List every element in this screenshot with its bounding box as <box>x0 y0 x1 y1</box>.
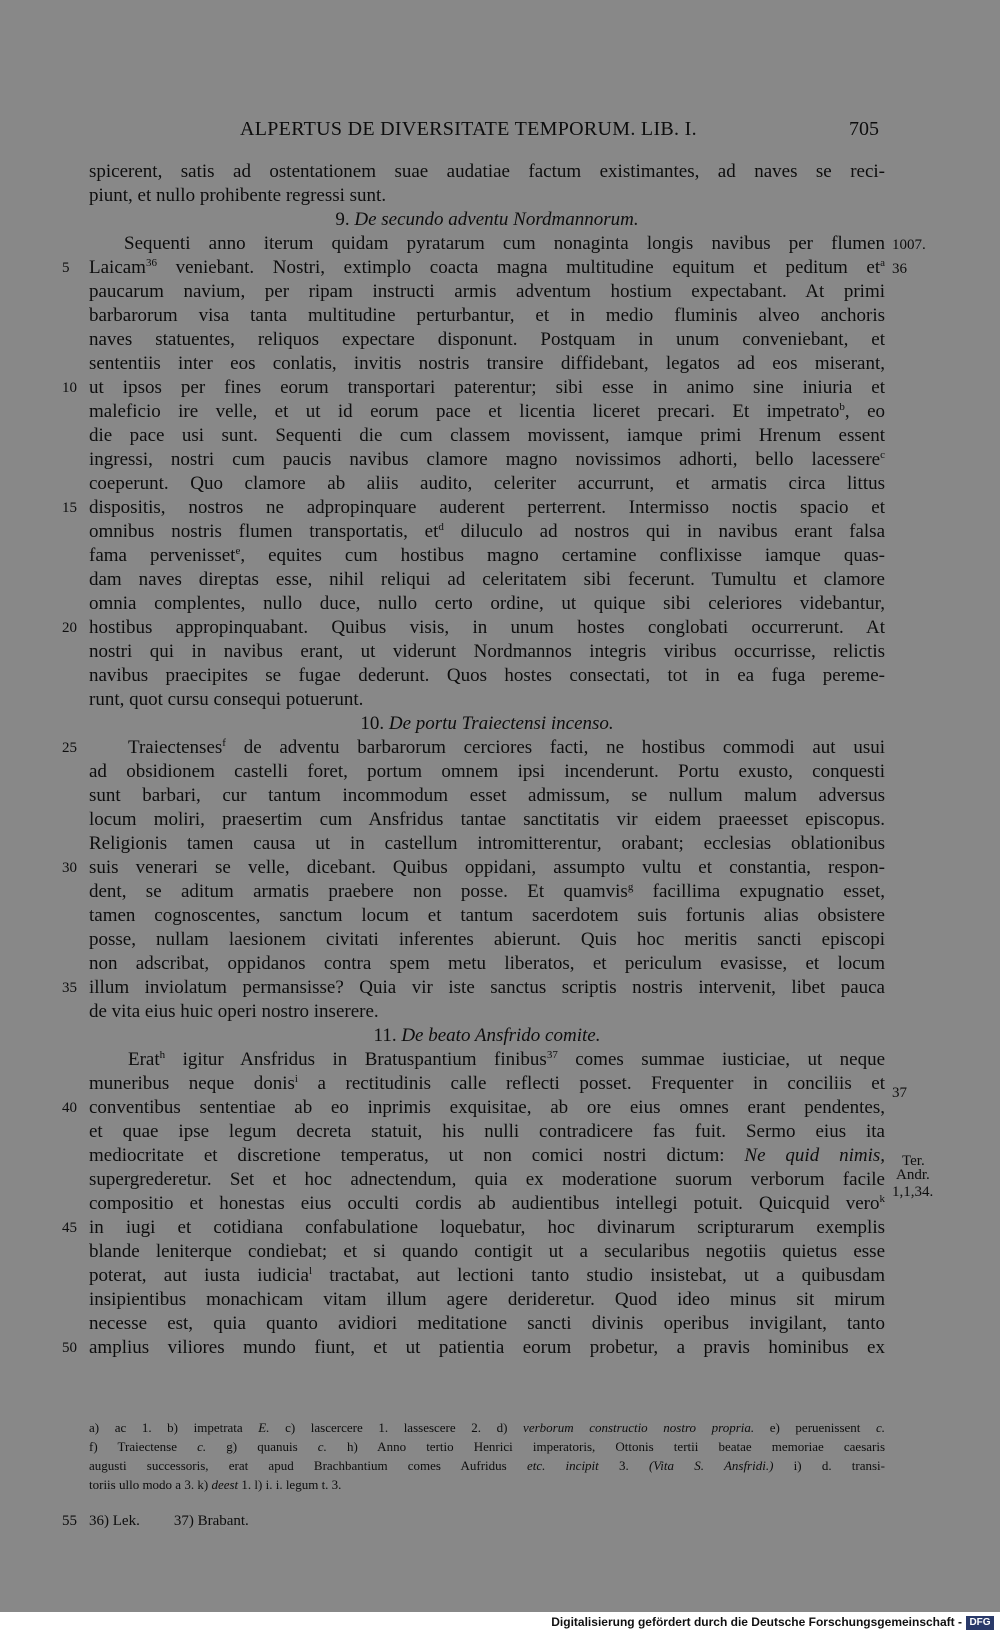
footnote-line: f) Traiectense c. g) quanuis c. h) Anno tertio Henrici imperatoris, Ottonis tertii beatae memoriae caesaris <box>89 1439 886 1454</box>
text-line: de vita eius huic operi nostro inserere. <box>89 1001 379 1022</box>
numbered-footnotes: 36) Lek. 37) Brabant. <box>89 1513 249 1529</box>
line-number: 5 <box>62 260 70 276</box>
text-line: illum inviolatum permansisse? Quia vir iste sanctus scriptis nostris intervenit, libet pauca <box>89 977 885 998</box>
text-span: igitur Ansfridus in Bratuspantium finibus <box>182 1049 547 1070</box>
page-header <box>0 118 1000 148</box>
credit-text: Digitalisierung gefördert durch die Deutsche Forschungsgemeinschaft - <box>551 1615 962 1629</box>
text-span: , eo <box>844 401 885 422</box>
text-span: Erat <box>128 1049 160 1070</box>
text-line <box>89 256 885 280</box>
line-number: 50 <box>62 1340 77 1356</box>
line-number: 35 <box>62 980 77 996</box>
note-ref: f <box>222 737 226 749</box>
text-line: suis venerari se velle, dicebant. Quibus oppidani, assumpto vultu et constantia, respon- <box>89 857 885 878</box>
text-line: barbarorum visa tanta multitudine perturbantur, et in medio fluminis alveo anchoris <box>89 305 885 326</box>
text-span: ingressi, nostri cum paucis navibus clamore magno novissimos adhorti, bello lacessere <box>89 449 881 470</box>
quotation: Ne quid nimis, <box>744 1145 885 1166</box>
text-line: dam naves direptas esse, nihil reliqui ad celeritatem sibi fecerunt. Tumultu et clamore <box>89 569 885 590</box>
text-span: veniebant. Nostri, extimplo coacta magna multitudine equitum et peditum et <box>175 257 881 278</box>
chapter-title: De secundo adventu Nordmannorum. <box>354 209 639 230</box>
text-line: locum moliri, praesertim cum Ansfridus tantae sanctitatis vir eidem praeesset episcopus. <box>89 809 885 830</box>
text-line: paucarum navium, per ripam instructi armis adventum hostium expectabant. At primi <box>89 281 885 302</box>
text-line: nostri qui in navibus erant, ut viderunt Nordmannos integris viribus occurrisse, relictis <box>89 641 885 662</box>
text-span: Laicam <box>89 257 146 278</box>
text-line: insipientibus monachicam vitam illum agere derideretur. Quod ideo minus sit mirum <box>89 1289 885 1310</box>
text-line: naves statuentes, reliquos expectare disponunt. Postquam in unum conveniebant, et <box>89 329 885 350</box>
text-span: muneribus neque donis <box>89 1073 295 1094</box>
text-span: facillima expugnatio esset, <box>652 881 885 902</box>
text-line: in iugi et cotidiana confabulatione loquebatur, hoc divinarum scripturarum exemplis <box>89 1217 885 1238</box>
text-line <box>89 1192 885 1216</box>
text-line: dispositis, nostros ne adpropinquare auderent perterrent. Intermisso noctis spacio et <box>89 497 885 518</box>
text-line: ad obsidionem castelli foret, portum omnem ipsi incenderunt. Portu exusto, conquesti <box>89 761 885 782</box>
text-line: Religionis tamen causa ut in castellum intromitterentur, orabant; ecclesias oblationibus <box>89 833 885 854</box>
note-ref: a <box>880 257 885 269</box>
chapter-heading <box>89 1024 885 1048</box>
margin-citation: Andr. <box>896 1167 930 1183</box>
text-line: hostibus appropinquabant. Quibus visis, in unum hostes conglobati occurrerunt. At <box>89 617 885 638</box>
text-span: poterat, aut iusta iudicia <box>89 1265 309 1286</box>
text-span: Traiectenses <box>128 737 223 758</box>
text-line <box>89 400 885 424</box>
text-line <box>89 1264 885 1288</box>
text-line: omnia complentes, nullo duce, nullo certo ordine, ut quique sibi celeriores videbantur, <box>89 593 885 614</box>
text-span: comes summae iusticiae, ut neque <box>575 1049 886 1070</box>
footnote-line: augusti successoris, erat apud Brachbantium comes Aufridus etc. incipit 3. (Vita S. Ansfridi.) i) d. transi- <box>89 1458 885 1473</box>
note-ref: d <box>438 521 444 533</box>
note-ref: 36 <box>145 257 157 269</box>
chapter-title: De portu Traiectensi incenso. <box>388 713 614 734</box>
chapter-number: 9. <box>335 209 350 230</box>
text-line: piunt, et nullo prohibente regressi sunt. <box>89 185 387 206</box>
text-line: coeperunt. Quo clamore ab aliis audito, celeriter accurrunt, et armatis circa littus <box>89 473 885 494</box>
text-span: dent, se aditum armatis praebere non posse. Et quamvis <box>89 881 628 902</box>
note-ref: c <box>880 449 885 461</box>
chapter-heading <box>89 208 885 232</box>
text-line: spicerent, satis ad ostentationem suae audatiae factum existimantes, ad naves se reci- <box>89 161 885 182</box>
text-line <box>89 520 885 544</box>
margin-note-ref: 36 <box>892 261 907 277</box>
running-head: ALPERTUS DE DIVERSITATE TEMPORUM. LIB. I. <box>240 118 697 140</box>
line-number: 40 <box>62 1100 77 1116</box>
dfg-logo: DFG <box>966 1616 994 1630</box>
margin-year: 1007. <box>892 237 926 253</box>
text-line <box>89 1144 885 1168</box>
text-span: mediocritate et discretione temperatus, ut non comici nostri dictum: <box>89 1145 725 1166</box>
line-number: 25 <box>62 740 77 756</box>
text-span: diluculo ad nostros qui in navibus erant falsa <box>460 521 886 542</box>
text-line <box>89 1072 885 1096</box>
text-line: runt, quot cursu consequi potuerunt. <box>89 689 364 710</box>
footnote-line: a) ac 1. b) impetrata E. c) lascercere 1. lassescere 2. d) verborum constructio nostro propria. e) peruenissent c. <box>89 1420 886 1435</box>
chapter-title: De beato Ansfrido comite. <box>401 1025 601 1046</box>
text-span: a rectitudinis calle reflecti posset. Frequenter in conciliis et <box>317 1073 885 1094</box>
chapter-number: 10. <box>360 713 385 734</box>
note-ref: 37 <box>546 1049 558 1061</box>
text-line: sententiis inter eos conlatis, invitis nostris transire diffidebant, legatos ad eos miserant, <box>89 353 885 374</box>
line-number: 45 <box>62 1220 77 1236</box>
note-ref: g <box>627 881 634 893</box>
text-line: non adscribat, oppidanos contra spem metu liberatos, et periculum evasisse, et locum <box>89 953 885 974</box>
text-line: die pace usi sunt. Sequenti die cum classem movissent, iamque primi Hrenum essent <box>89 425 885 446</box>
text-line: amplius viliores mundo fiunt, et ut patientia eorum probetur, a pravis hominibus ex <box>89 1337 885 1358</box>
note-ref: k <box>879 1193 885 1205</box>
text-line <box>89 544 885 568</box>
text-line: ut ipsos per fines eorum transportari paterentur; sibi esse in animo sine iniuria et <box>89 377 885 398</box>
text-span: fama pervenisset <box>89 545 236 566</box>
text-line: tamen cognoscentes, sanctum locum et tantum sacerdotem suis fortunis alias obsistere <box>89 905 885 926</box>
margin-citation: 1,1,34. <box>892 1184 934 1200</box>
chapter-number: 11. <box>373 1025 397 1046</box>
text-line: supergrederetur. Set et hoc adnectendum, quia ex moderatione suorum verborum facile <box>89 1169 885 1190</box>
line-number: 55 <box>62 1513 77 1529</box>
text-span: de adventu barbarorum cerciores facti, ne hostibus commodi aut usui <box>243 737 885 758</box>
note-ref: i <box>294 1073 298 1085</box>
line-number: 20 <box>62 620 77 636</box>
text-line: necesse est, quia quanto avidiori meditatione sancti divinis operibus invigilant, tanto <box>89 1313 885 1334</box>
line-number: 10 <box>62 380 77 396</box>
text-line: posse, nullam laesionem civitati inferentes abierunt. Quis hoc meritis sancti episcopi <box>89 929 885 950</box>
text-line: et quae ipse legum decreta statuit, his nulli contradicere fas fuit. Sermo eius ita <box>89 1121 885 1142</box>
credit-bar <box>0 1612 1000 1635</box>
text-line <box>89 448 885 472</box>
footnote-line: toriis ullo modo a 3. k) deest 1. l) i. i. legum t. 3. <box>89 1477 342 1492</box>
text-line: Sequenti anno iterum quidam pyratarum cum nonaginta longis navibus per flumen <box>124 233 885 254</box>
text-span: , equites cum hostibus magno certamine conflixisse iamque quas- <box>240 545 885 566</box>
margin-note-ref: 37 <box>892 1085 907 1101</box>
margin-citation: Ter. <box>902 1153 925 1169</box>
text-line <box>128 736 885 760</box>
text-line <box>89 880 885 904</box>
text-span: compositio et honestas eius occulti cordis ab audientibus intellegi potuit. Quicquid vero <box>89 1193 880 1214</box>
text-span: maleficio ire velle, et ut id eorum pace et licentia liceret precari. Et impetrato <box>89 401 840 422</box>
text-span: omnibus nostris flumen transportatis, et <box>89 521 439 542</box>
text-line: navibus praecipites se fugae dederunt. Quos hostes consectati, tot in ea fuga pereme- <box>89 665 885 686</box>
line-number: 30 <box>62 860 77 876</box>
note-ref: e <box>235 545 241 557</box>
note-ref: b <box>839 401 845 413</box>
line-number: 15 <box>62 500 77 516</box>
note-ref: h <box>159 1049 166 1061</box>
page-number: 705 <box>849 118 879 140</box>
chapter-heading <box>89 712 885 736</box>
text-line: sunt barbari, cur tantum incommodum esset admissum, se nullum malum adversus <box>89 785 885 806</box>
note-ref: l <box>308 1265 313 1277</box>
text-span: tractabat, aut lectioni tanto studio insistebat, ut a quibusdam <box>329 1265 885 1286</box>
text-line <box>128 1048 885 1072</box>
text-line: conventibus sententiae ab eo inprimis exquisitae, ab ore eius omnes erant pendentes, <box>89 1097 885 1118</box>
text-line: blande leniterque condiebat; et si quando contigit ut a secularibus negotiis quietus esse <box>89 1241 885 1262</box>
